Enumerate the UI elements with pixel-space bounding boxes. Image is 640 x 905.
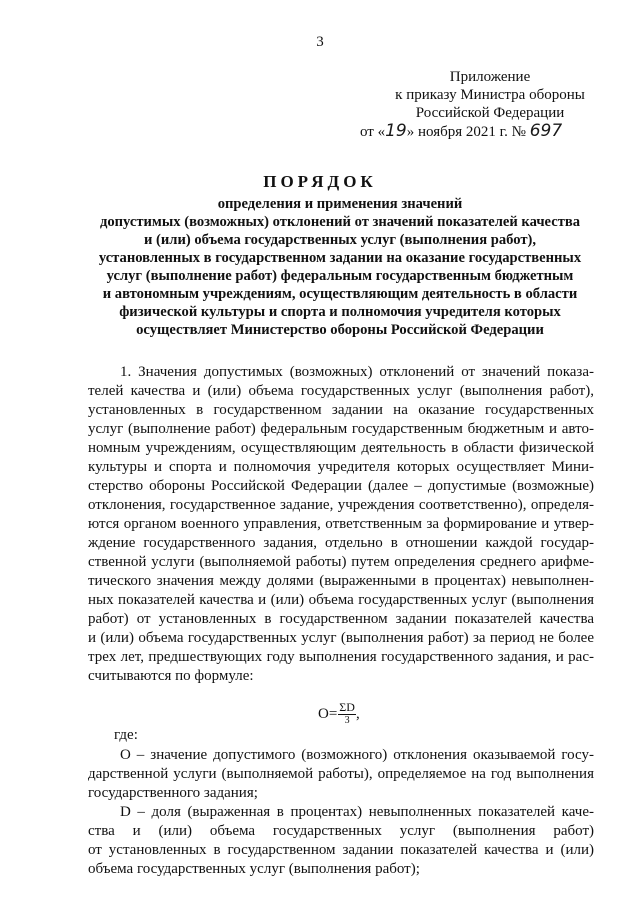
paragraph-line: установленных в государственном задании на оказание государственных bbox=[88, 402, 594, 418]
appendix-order-line: к приказу Министра обороны bbox=[395, 87, 585, 103]
paragraph-line: тического значения между долями (выраженными в процентах) невыполнен- bbox=[88, 573, 594, 589]
appendix-header bbox=[360, 68, 620, 141]
formula-fraction bbox=[338, 701, 356, 727]
document-subtitle bbox=[86, 195, 594, 339]
definition-o-line: государственного задания; bbox=[88, 785, 258, 801]
definition-o-line: дарственной услуги (выполняемой работы), определяемое на год выполнения bbox=[88, 766, 594, 782]
paragraph-line: услуг (выполнение работ) федеральным государственным бюджетным и авто- bbox=[88, 421, 594, 437]
paragraph-line: считываются по формуле: bbox=[88, 668, 254, 684]
paragraph-line: работ) от установленных в государственном задании показателей качества bbox=[88, 611, 594, 627]
paragraph-line: культуры и спорта и полномочия учредителя которых осуществляет Мини- bbox=[88, 459, 594, 475]
appendix-date-line bbox=[360, 122, 620, 141]
order-number-handwritten: 697 bbox=[529, 121, 563, 141]
formula bbox=[318, 701, 360, 727]
page-number: 3 bbox=[316, 34, 324, 50]
date-suffix: » ноября 2021 г. № bbox=[406, 124, 526, 140]
definition-d-line: от установленных в государственном задании показателей качества и (или) bbox=[88, 842, 594, 858]
subtitle-line: установленных в государственном задании на оказание государственных bbox=[98, 250, 582, 266]
paragraph-line: ются органом военного управления, ответственным за формирование и утвер- bbox=[88, 516, 594, 532]
formula-denominator: 3 bbox=[344, 715, 350, 726]
paragraph-line: отклонения, государственное задание, учреждения соответственно), определя- bbox=[88, 497, 594, 513]
paragraph-line: и (или) объема государственных услуг (выполнения работ) за период не более bbox=[88, 630, 594, 646]
appendix-label: Приложение bbox=[449, 69, 531, 85]
paragraph-line: ственной услуги (выполняемой работы) путем определения среднего арифме- bbox=[88, 554, 594, 570]
date-prefix: от « bbox=[360, 124, 386, 140]
document-title: ПОРЯДОК bbox=[263, 172, 377, 191]
definition-d-line: ства и (или) объема государственных услуг (выполнения работ) bbox=[88, 823, 594, 839]
paragraph-line: телей качества и (или) объема государственных услуг (выполнения работ), bbox=[88, 383, 594, 399]
paragraph-line: трех лет, предшествующих году выполнения государственного задания, и рас- bbox=[88, 649, 594, 665]
formula-tail: , bbox=[355, 705, 360, 722]
definitions bbox=[88, 726, 594, 879]
where-label: где: bbox=[114, 727, 138, 743]
appendix-federation-line: Российской Федерации bbox=[415, 105, 565, 121]
subtitle-line: допустимых (возможных) отклонений от значений показателей качества bbox=[99, 214, 581, 230]
formula-lhs: O= bbox=[318, 705, 338, 722]
paragraph-line: номным учреждениям, осуществляющим деятельность в области физической bbox=[88, 440, 594, 456]
paragraph-1 bbox=[88, 363, 594, 686]
definition-d-line: D – доля (выраженная в процентах) невыполненных показателей каче- bbox=[120, 804, 594, 820]
subtitle-line: и автономным учреждениям, осуществляющим деятельность в области bbox=[102, 286, 578, 302]
definition-o-line: O – значение допустимого (возможного) отклонения оказываемой госу- bbox=[120, 747, 594, 763]
subtitle-line: физической культуры и спорта и полномочия учредителя которых bbox=[119, 304, 561, 320]
subtitle-line: и (или) объема государственных услуг (выполнения работ), bbox=[143, 232, 537, 248]
paragraph-line: ждение государственного задания, отдельно в отношении каждой государ- bbox=[88, 535, 594, 551]
subtitle-line: определения и применения значений bbox=[217, 196, 463, 212]
paragraph-line: стерство обороны Российской Федерации (далее – допустимые (возможные) bbox=[88, 478, 594, 494]
definition-d-line: объема государственных услуг (выполнения работ); bbox=[88, 861, 420, 877]
subtitle-line: услуг (выполнение работ) федеральным государственным бюджетным bbox=[106, 268, 574, 284]
formula-numerator: ΣD bbox=[339, 700, 355, 714]
date-day-handwritten: 19 bbox=[385, 121, 407, 141]
paragraph-line: 1. Значения допустимых (возможных) отклонений от значений показа- bbox=[120, 364, 594, 380]
subtitle-line: осуществляет Министерство обороны Российской Федерации bbox=[136, 322, 544, 338]
paragraph-line: ных показателей качества и (или) объема государственных услуг (выполнения bbox=[88, 592, 594, 608]
